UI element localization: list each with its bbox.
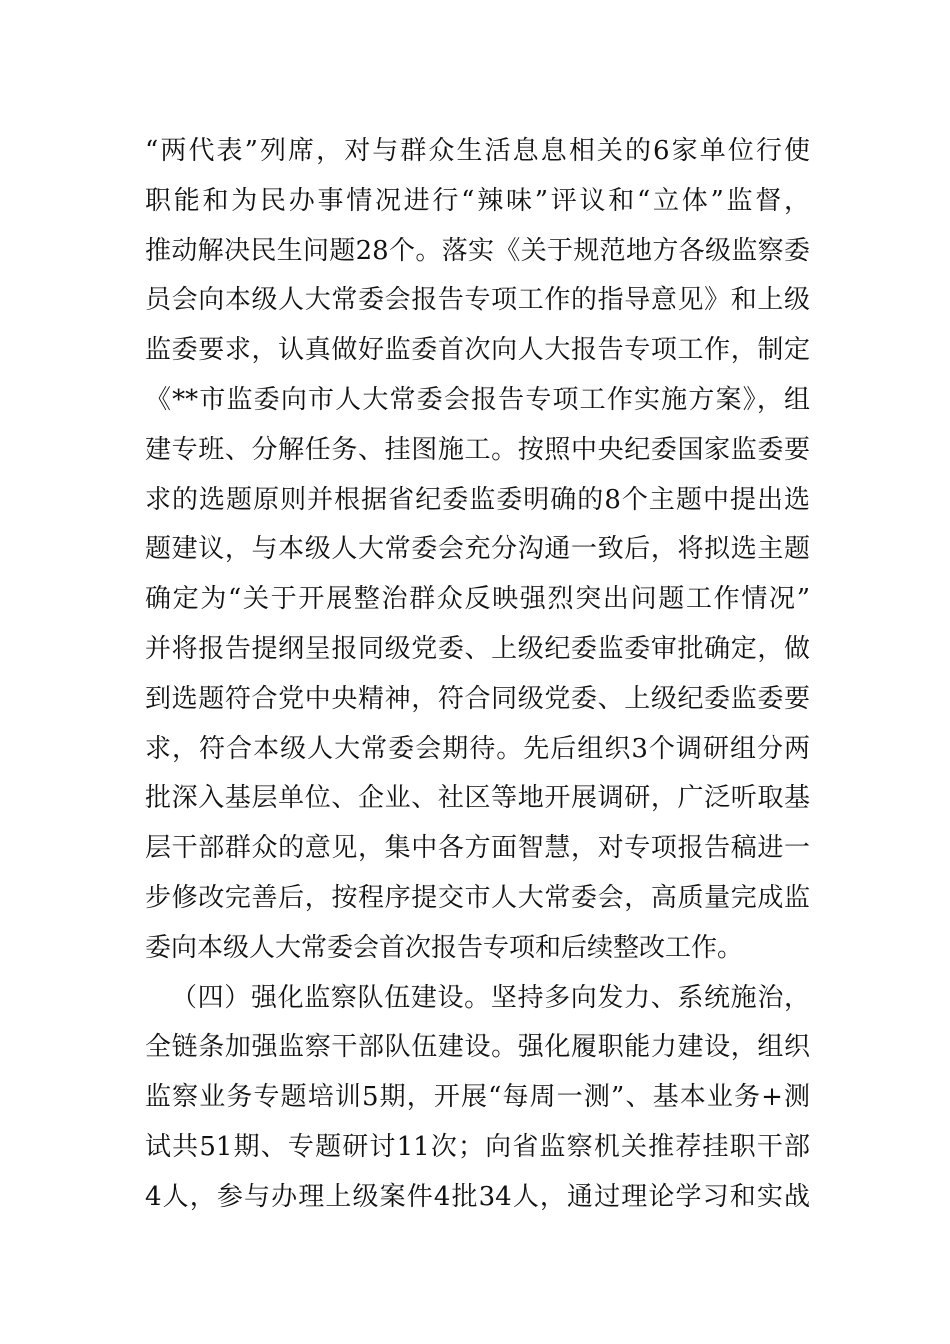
text-line: 确定为“关于开展整治群众反映强烈突出问题工作情况” <box>145 584 810 615</box>
text-line: 推动解决民生问题28个。落实《关于规范地方各级监察委 <box>145 235 810 266</box>
text-line: “两代表”列席，对与群众生活息息相关的6家单位行使 <box>145 136 810 166</box>
body-text <box>145 127 810 1223</box>
text-line: 试共51期、专题研讨11次；向省监察机关推荐挂职干部 <box>145 1131 810 1162</box>
text-line: 批深入基层单位、企业、社区等地开展调研，广泛听取基 <box>145 783 810 814</box>
text-line: 《**市监委向市人大常委会报告专项工作实施方案》，组 <box>145 384 810 415</box>
text-line: 层干部群众的意见，集中各方面智慧，对专项报告稿进一 <box>145 833 810 864</box>
text-line: 并将报告提纲呈报同级党委、上级纪委监委审批确定，做 <box>145 633 810 664</box>
text-line: 员会向本级人大常委会报告专项工作的指导意见》和上级 <box>145 285 810 316</box>
text-line: 职能和为民办事情况进行“辣味”评议和“立体”监督， <box>145 185 810 216</box>
text-line: 监察业务专题培训5期，开展“每周一测”、基本业务+测 <box>145 1082 810 1113</box>
text-line: 全链条加强监察干部队伍建设。强化履职能力建设，组织 <box>145 1032 810 1063</box>
text-line: 题建议，与本级人大常委会充分沟通一致后，将拟选主题 <box>145 534 810 565</box>
text-line: 到选题符合党中央精神，符合同级党委、上级纪委监委要 <box>145 683 810 714</box>
section-heading-line: （四）强化监察队伍建设。坚持多向发力、系统施治， <box>171 982 810 1013</box>
text-line: 监委要求，认真做好监委首次向人大报告专项工作，制定 <box>145 335 810 366</box>
text-line: 建专班、分解任务、挂图施工。按照中央纪委国家监委要 <box>145 434 810 465</box>
text-line: 求，符合本级人大常委会期待。先后组织3个调研组分两 <box>145 733 810 764</box>
paragraph-end-line: 委向本级人大常委会首次报告专项和后续整改工作。 <box>145 932 744 963</box>
text-line: 步修改完善后，按程序提交市人大常委会，高质量完成监 <box>145 882 810 913</box>
text-line: 4人，参与办理上级案件4批34人，通过理论学习和实战 <box>145 1181 810 1212</box>
text-line: 求的选题原则并根据省纪委监委明确的8个主题中提出选 <box>145 484 810 515</box>
